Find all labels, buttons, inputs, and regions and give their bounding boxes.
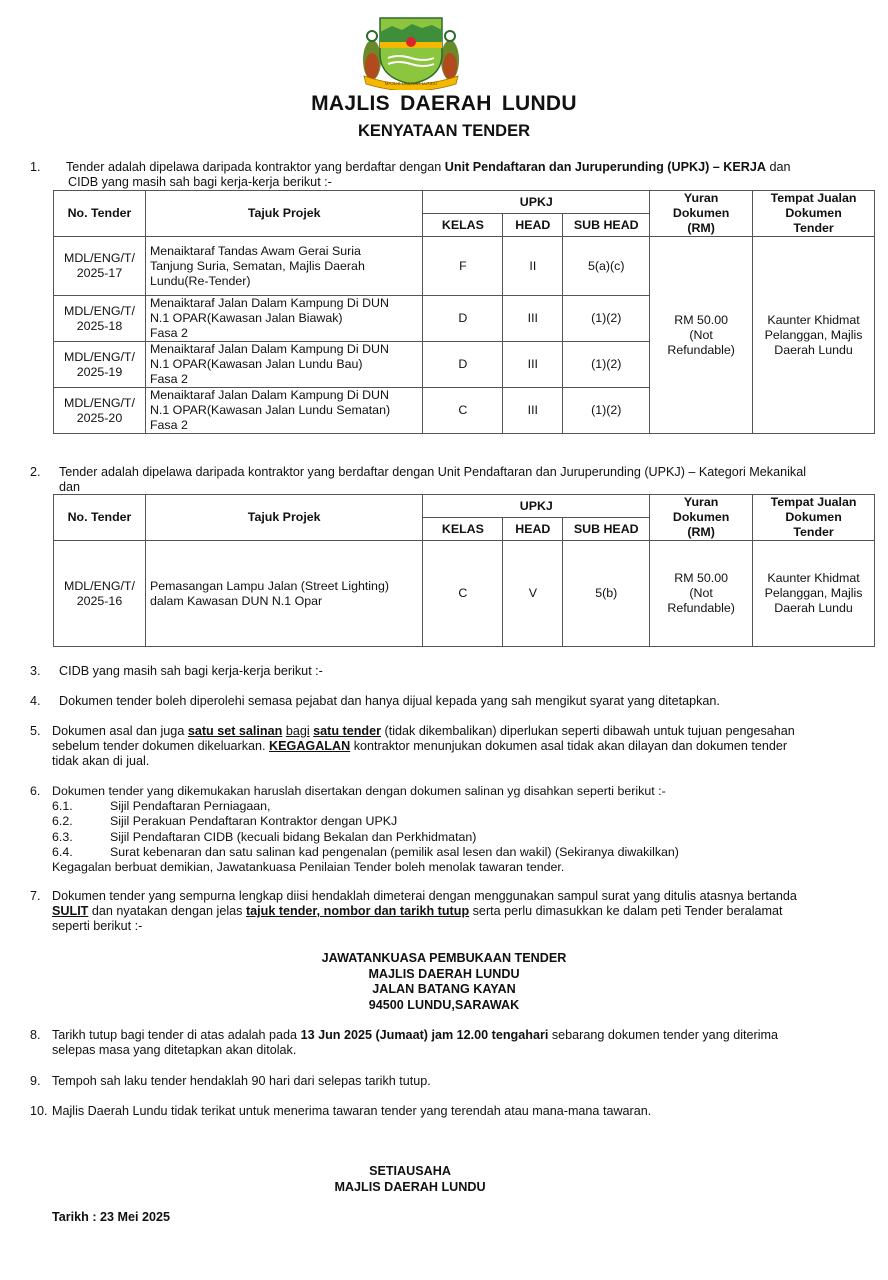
header-yuran-line: Yuran <box>683 191 719 205</box>
section-7 <box>30 889 860 934</box>
section-1-text-bold: Unit Pendaftaran dan Juruperunding (UPKJ) – KERJA <box>444 160 766 174</box>
tajuk-line: Menaiktaraf Jalan Dalam Kampung Di DUN <box>149 388 389 402</box>
section-8 <box>30 1028 860 1058</box>
header-tempat-line: Tender <box>793 221 834 235</box>
header-head: HEAD <box>503 214 563 237</box>
tajuk-line: N.1 OPAR(Kawasan Jalan Lundu Bau) <box>149 357 363 371</box>
section-7-number: 7. <box>30 889 41 903</box>
tender-table-2 <box>53 494 875 647</box>
section-8-number: 8. <box>30 1028 41 1042</box>
section-5-text: sebelum tender dokumen dikeluarkan. <box>52 739 270 753</box>
cell-head: III <box>503 296 563 342</box>
list-item: Sijil Pendaftaran Perniagaan, <box>110 799 271 814</box>
tajuk-line: N.1 OPAR(Kawasan Jalan Lundu Sematan) <box>149 403 391 417</box>
cell-tajuk <box>145 237 422 296</box>
tajuk-line: Menaiktaraf Tandas Awam Gerai Suria <box>149 243 361 258</box>
crest-ribbon-text: MAJLIS DAERAH LUNDU <box>384 81 438 86</box>
cell-kelas: F <box>423 237 503 296</box>
section-5-emphasis: bagi <box>285 724 310 738</box>
tajuk-line: Fasa 2 <box>149 326 188 340</box>
section-3 <box>30 664 860 679</box>
no-line: MDL/ENG/T/ <box>64 349 135 364</box>
tajuk-line: Pemasangan Lampu Jalan (Street Lighting) <box>149 578 389 593</box>
tajuk-line: Fasa 2 <box>149 418 188 432</box>
header-tempat-jualan <box>753 495 875 541</box>
header-yuran-line: Dokumen <box>672 510 730 524</box>
no-line: MDL/ENG/T/ <box>64 303 135 318</box>
section-5 <box>30 724 860 769</box>
tajuk-line: Fasa 2 <box>149 372 188 386</box>
header-sub-head: SUB HEAD <box>563 214 650 237</box>
document-date: Tarikh : 23 Mei 2025 <box>52 1210 171 1224</box>
document-title: KENYATAAN TENDER <box>357 122 531 140</box>
cell-tajuk <box>145 342 422 388</box>
section-5-text: (tidak dikembalikan) diperlukan seperti dibawah untuk tujuan pengesahan <box>381 724 795 738</box>
section-7-text: Dokumen tender yang sempurna lengkap diisi hendaklah dimeterai dengan menggunakan sampul surat yang ditulis atasnya bertanda <box>52 889 797 903</box>
section-6-number: 6. <box>30 784 41 798</box>
cell-head: II <box>503 237 563 296</box>
list-item-number: 6.4. <box>52 844 73 859</box>
no-line: 2025-20 <box>76 410 123 425</box>
section-1-text-a: Tender adalah dipelawa daripada kontraktor yang berdaftar dengan <box>66 160 445 174</box>
no-line: MDL/ENG/T/ <box>64 251 135 265</box>
tempat-line: Daerah Lundu <box>774 342 853 357</box>
cell-no-tender <box>54 237 146 296</box>
tempat-line: Pelanggan, Majlis <box>764 586 863 600</box>
address-line: JALAN BATANG KAYAN <box>372 982 516 996</box>
cell-yuran <box>650 237 753 434</box>
tender-address-block <box>0 951 888 1013</box>
crest-icon <box>358 14 464 90</box>
cell-tempat <box>753 541 875 647</box>
council-crest-logo <box>358 14 464 90</box>
header-upkj: UPKJ <box>423 495 650 518</box>
section-9-text: Tempoh sah laku tender hendaklah 90 hari dari selepas tarikh tutup. <box>52 1074 431 1088</box>
section-6 <box>30 784 860 875</box>
section-4 <box>30 694 860 709</box>
yuran-line: Refundable) <box>667 601 735 615</box>
no-line: 2025-18 <box>76 318 123 333</box>
section-9-number: 9. <box>30 1074 41 1088</box>
section-4-text: Dokumen tender boleh diperolehi semasa pejabat dan hanya dijual kepada yang sah mengikut syarat yang ditetapkan. <box>59 694 720 708</box>
section-1 <box>30 160 860 190</box>
tajuk-line: N.1 OPAR(Kawasan Jalan Biawak) <box>149 311 343 325</box>
tajuk-line: dalam Kawasan DUN N.1 Opar <box>149 593 323 608</box>
signatory-title: SETIAUSAHA <box>369 1164 451 1178</box>
header-no-tender: No. Tender <box>54 495 146 541</box>
section-5-text: Dokumen asal dan juga <box>52 724 188 738</box>
tajuk-line: Menaiktaraf Jalan Dalam Kampung Di DUN <box>149 342 389 356</box>
section-1-text-b: dan <box>765 160 791 174</box>
cell-tajuk <box>145 296 422 342</box>
section-10 <box>30 1104 860 1119</box>
section-2-number: 2. <box>30 465 41 479</box>
address-line: JAWATANKUASA PEMBUKAAN TENDER <box>321 951 567 965</box>
section-7-text: serta perlu dimasukkan ke dalam peti Tender beralamat <box>469 904 783 918</box>
section-5-emphasis: KEGAGALAN <box>269 739 351 753</box>
header-tajuk-projek: Tajuk Projek <box>145 191 422 237</box>
tempat-line: Daerah Lundu <box>774 601 853 615</box>
no-line: 2025-16 <box>76 593 123 608</box>
section-4-number: 4. <box>30 694 41 708</box>
cell-kelas: C <box>423 541 503 647</box>
cell-no-tender <box>54 342 146 388</box>
tempat-line: Kaunter Khidmat <box>767 312 860 327</box>
cell-sub-head: (1)(2) <box>563 388 650 434</box>
header-kelas: KELAS <box>423 214 503 237</box>
yuran-line: (Not <box>689 327 713 342</box>
tajuk-line: Menaiktaraf Jalan Dalam Kampung Di DUN <box>149 296 389 310</box>
table-row <box>54 541 875 647</box>
section-5-emphasis: satu set salinan <box>187 724 283 738</box>
signature-block <box>120 1164 700 1195</box>
closing-date: 13 Jun 2025 (Jumaat) jam 12.00 tengahari <box>300 1028 549 1042</box>
section-2-line-1: Tender adalah dipelawa daripada kontraktor yang berdaftar dengan Unit Pendaftaran dan Juruperunding (UPKJ) – Kategori Mekanikal <box>59 465 807 479</box>
yuran-line: Refundable) <box>667 342 735 357</box>
header-tempat-line: Tempat Jualan <box>770 495 857 509</box>
cell-sub-head: (1)(2) <box>563 342 650 388</box>
section-5-text: tidak akan di jual. <box>52 754 150 768</box>
header-tempat-line: Dokumen <box>785 206 842 220</box>
header-no-tender: No. Tender <box>54 191 146 237</box>
section-3-text: CIDB yang masih sah bagi kerja-kerja berikut :- <box>59 664 323 678</box>
section-8-text: Tarikh tutup bagi tender di atas adalah pada <box>52 1028 301 1042</box>
section-6-list <box>52 799 860 860</box>
section-9 <box>30 1074 860 1089</box>
section-8-text: sebarang dokumen tender yang diterima <box>548 1028 778 1042</box>
no-line: MDL/ENG/T/ <box>64 395 135 410</box>
cell-no-tender <box>54 541 146 647</box>
list-item-number: 6.3. <box>52 829 73 844</box>
tempat-line: Kaunter Khidmat <box>767 571 860 585</box>
address-line: MAJLIS DAERAH LUNDU <box>368 966 520 981</box>
header-kelas: KELAS <box>423 518 503 541</box>
section-7-text: seperti berikut :- <box>52 919 143 933</box>
no-line: MDL/ENG/T/ <box>64 578 135 593</box>
section-7-emphasis: SULIT <box>52 904 89 918</box>
list-item: Sijil Perakuan Pendaftaran Kontraktor dengan UPKJ <box>110 814 398 829</box>
cell-kelas: D <box>423 342 503 388</box>
cell-sub-head: 5(b) <box>563 541 650 647</box>
list-item: Sijil Pendaftaran CIDB (kecuali bidang Bekalan dan Perkhidmatan) <box>110 829 477 844</box>
cell-kelas: C <box>423 388 503 434</box>
header-tempat-jualan <box>753 191 875 237</box>
section-8-text: selepas masa yang ditetapkan akan ditolak. <box>52 1043 297 1057</box>
section-3-number: 3. <box>30 664 41 678</box>
cell-tajuk <box>145 388 422 434</box>
section-6-intro: Dokumen tender yang dikemukakan haruslah disertakan dengan dokumen salinan yg disahkan seperti berikut :- <box>52 784 666 798</box>
cell-tajuk <box>145 541 422 647</box>
header-head: HEAD <box>503 518 563 541</box>
section-10-text: Majlis Daerah Lundu tidak terikat untuk menerima tawaran tender yang terendah atau mana-mana tawaran. <box>52 1104 652 1118</box>
cell-head: III <box>503 388 563 434</box>
no-line: 2025-19 <box>76 364 123 379</box>
no-line: 2025-17 <box>76 266 123 280</box>
cell-sub-head: 5(a)(c) <box>563 237 650 296</box>
section-1-number: 1. <box>30 160 41 174</box>
signatory-organization: MAJLIS DAERAH LUNDU <box>334 1179 486 1194</box>
header-yuran-line: Yuran <box>683 495 719 509</box>
cell-head: III <box>503 342 563 388</box>
tempat-line: Pelanggan, Majlis <box>764 327 863 342</box>
yuran-line: RM 50.00 <box>674 571 728 585</box>
list-item-number: 6.1. <box>52 799 73 814</box>
header-upkj: UPKJ <box>423 191 650 214</box>
header-yuran-line: (RM) <box>687 221 715 235</box>
tajuk-line: Lundu(Re-Tender) <box>149 273 251 288</box>
header-yuran-line: (RM) <box>687 525 715 539</box>
section-10-number: 10. <box>30 1104 48 1118</box>
list-item: Surat kebenaran dan satu salinan kad pengenalan (pemilik asal lesen dan wakil) (Sekiranya diwakilkan) <box>110 844 679 859</box>
section-7-text: dan nyatakan dengan jelas <box>88 904 246 918</box>
yuran-line: RM 50.00 <box>674 312 728 327</box>
tender-table-1 <box>53 190 875 434</box>
section-6-outro: Kegagalan berbuat demikian, Jawatankuasa Penilaian Tender boleh menolak tawaran tender. <box>52 860 565 874</box>
cell-yuran <box>650 541 753 647</box>
header-tempat-line: Dokumen <box>785 510 842 524</box>
header-yuran-line: Dokumen <box>672 206 730 220</box>
section-2-line-2: dan <box>59 480 81 494</box>
header-sub-head: SUB HEAD <box>563 518 650 541</box>
section-5-emphasis: satu tender <box>313 724 382 738</box>
header-yuran-dokumen <box>650 495 753 541</box>
address-line: 94500 LUNDU,SARAWAK <box>368 997 520 1012</box>
section-5-text: kontraktor menunjukan dokumen asal tidak akan dilayan dan dokumen tender <box>350 739 788 753</box>
yuran-line: (Not <box>689 586 713 600</box>
header-yuran-dokumen <box>650 191 753 237</box>
section-2 <box>30 465 860 495</box>
section-7-emphasis: tajuk tender, nombor dan tarikh tutup <box>245 904 470 918</box>
cell-sub-head: (1)(2) <box>563 296 650 342</box>
cell-no-tender <box>54 388 146 434</box>
header-tempat-line: Tender <box>793 525 834 539</box>
table-row <box>54 237 875 296</box>
list-item-number: 6.2. <box>52 814 73 829</box>
header-tajuk-projek: Tajuk Projek <box>145 495 422 541</box>
tajuk-line: Tanjung Suria, Sematan, Majlis Daerah <box>149 258 365 273</box>
council-title: MAJLIS DAERAH LUNDU <box>311 92 577 115</box>
section-5-number: 5. <box>30 724 41 738</box>
header-tempat-line: Tempat Jualan <box>770 191 857 205</box>
cell-head: V <box>503 541 563 647</box>
section-1-line-2: CIDB yang masih sah bagi kerja-kerja berikut :- <box>68 175 332 189</box>
cell-no-tender <box>54 296 146 342</box>
cell-tempat <box>753 237 875 434</box>
cell-kelas: D <box>423 296 503 342</box>
